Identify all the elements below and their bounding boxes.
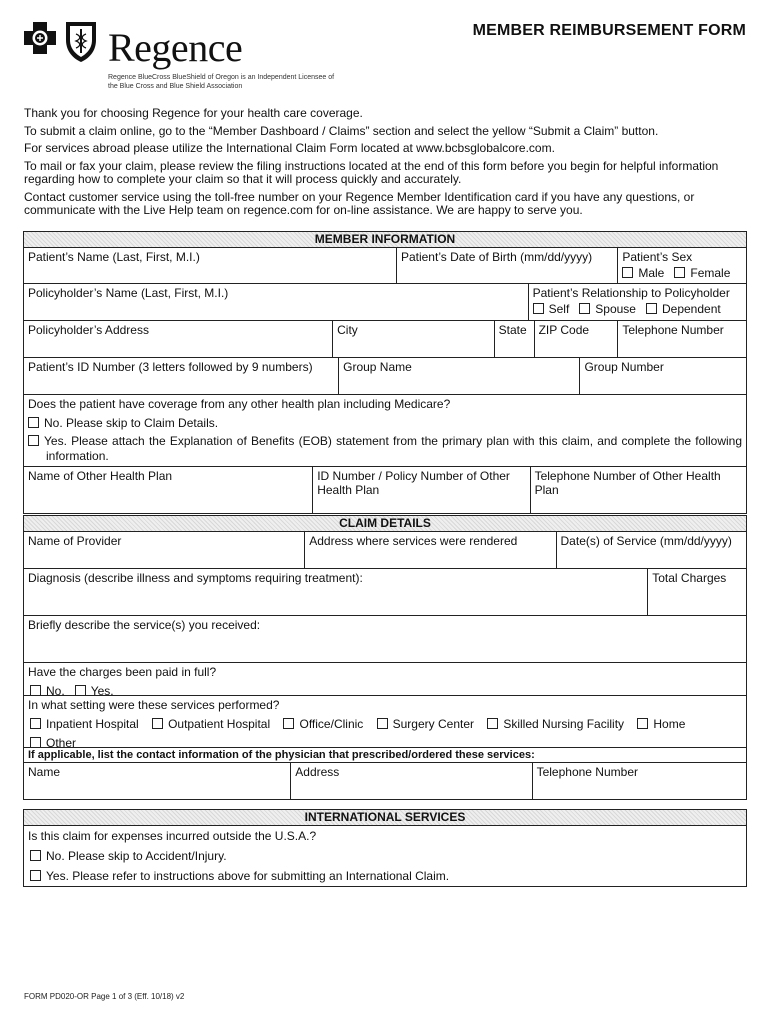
service-dates-field[interactable]: Date(s) of Service (mm/dd/yyyy) — [560, 534, 732, 548]
claim-details-section — [23, 515, 747, 800]
skilled-nursing-checkbox[interactable] — [487, 718, 498, 729]
female-checkbox[interactable] — [674, 267, 685, 278]
international-services-section: INTERNATIONAL SERVICES Is this claim for expenses incurred outside the U.S.A.? No. Please skip to Accident/Injury. Yes. Please refer to instructions above for submitting an International Claim. — [23, 809, 747, 887]
inpatient-hospital-checkbox[interactable] — [30, 718, 41, 729]
self-checkbox[interactable] — [533, 303, 544, 314]
group-name-field[interactable]: Group Name — [339, 358, 580, 394]
section-heading: MEMBER INFORMATION — [24, 232, 746, 248]
physician-phone-field[interactable]: Telephone Number — [536, 765, 638, 779]
provider-name-field[interactable]: Name of Provider — [24, 532, 305, 568]
relationship-field: Patient’s Relationship to Policyholder Self Spouse Dependent — [532, 286, 730, 316]
other-setting-input[interactable] — [76, 737, 288, 748]
patient-id-field[interactable]: Patient’s ID Number (3 letters followed by 9 numbers) — [24, 358, 339, 394]
international-no-checkbox[interactable] — [30, 850, 41, 861]
male-checkbox[interactable] — [622, 267, 633, 278]
intro-line: Contact customer service using the toll-free number on your Regence Member Identification card if you have any questions, or communicate with the Live Help team on regence.com for on-line assistance. We are happy to serve you. — [24, 189, 695, 217]
intro-line: Thank you for choosing Regence for your health care coverage. — [24, 106, 363, 120]
other-coverage-no-checkbox[interactable] — [28, 417, 39, 428]
physician-name-field[interactable]: Name — [24, 763, 291, 799]
policyholder-name-field[interactable]: Policyholder’s Name (Last, First, M.I.) — [24, 284, 529, 320]
international-yes-checkbox[interactable] — [30, 870, 41, 881]
total-charges-field[interactable]: Total Charges — [652, 571, 727, 585]
brand-name: Regence — [108, 25, 243, 70]
home-checkbox[interactable] — [637, 718, 648, 729]
diagnosis-field[interactable]: Diagnosis (describe illness and symptoms requiring treatment): — [24, 569, 648, 615]
spouse-checkbox[interactable] — [579, 303, 590, 314]
zip-field[interactable]: ZIP Code — [535, 321, 619, 357]
regence-logo — [22, 20, 335, 95]
other-coverage-yes-checkbox[interactable] — [28, 435, 39, 446]
surgery-center-checkbox[interactable] — [377, 718, 388, 729]
patient-dob-field[interactable]: Patient’s Date of Birth (mm/dd/yyyy) — [397, 248, 618, 283]
intro-line: To mail or fax your claim, please review the filing instructions located at the end of this form before you begin for helpful information regarding how to complete your claim so that it will process quickly and accurately. — [24, 158, 719, 186]
section-heading: INTERNATIONAL SERVICES — [24, 810, 746, 826]
form-footer: FORM PD020-OR Page 1 of 3 (Eff. 10/18) v2 — [24, 992, 185, 1001]
state-field[interactable]: State — [495, 321, 535, 357]
city-field[interactable]: City — [333, 321, 495, 357]
policyholder-address-field[interactable]: Policyholder’s Address — [24, 321, 333, 357]
telephone-field[interactable]: Telephone Number — [622, 323, 724, 337]
section-heading: CLAIM DETAILS — [24, 516, 746, 532]
paid-no-checkbox[interactable] — [30, 685, 41, 696]
physician-note: If applicable, list the contact information of the physician that prescribed/ordered these services: — [24, 748, 746, 763]
outpatient-hospital-checkbox[interactable] — [152, 718, 163, 729]
patient-name-field[interactable]: Patient’s Name (Last, First, M.I.) — [24, 248, 397, 283]
intro-text — [24, 107, 748, 222]
other-plan-id-field[interactable]: ID Number / Policy Number of Other Health Plan — [313, 467, 530, 513]
dependent-checkbox[interactable] — [646, 303, 657, 314]
group-number-field[interactable]: Group Number — [584, 360, 664, 374]
licensee-note: Regence BlueCross BlueShield of Oregon is an Independent Licensee of the Blue Cross and Blue Shield Association — [108, 74, 335, 90]
intro-line: To submit a claim online, go to the “Member Dashboard / Claims” section and select the yellow “Submit a Claim” button. — [24, 123, 659, 138]
service-address-field[interactable]: Address where services were rendered — [305, 532, 556, 568]
blue-cross-blue-shield-icon — [22, 20, 102, 66]
service-setting-question: In what setting were these services performed? Inpatient Hospital Outpatient Hospital Office/Clinic Surgery Center Skilled Nursing Facility Home Other — [24, 696, 746, 748]
other-plan-name-field[interactable]: Name of Other Health Plan — [24, 467, 313, 513]
form-title: MEMBER REIMBURSEMENT FORM — [472, 22, 746, 39]
physician-address-field[interactable]: Address — [291, 763, 532, 799]
member-information-section — [23, 231, 747, 514]
services-description-field[interactable]: Briefly describe the service(s) you received: — [28, 618, 261, 632]
intro-line: For services abroad please utilize the International Claim Form located at www.bcbsglobalcore.com. — [24, 141, 555, 155]
other-setting-checkbox[interactable] — [30, 737, 41, 748]
office-clinic-checkbox[interactable] — [283, 718, 294, 729]
other-plan-phone-field[interactable]: Telephone Number of Other Health Plan — [534, 469, 721, 497]
paid-in-full-question: Have the charges been paid in full? No. Yes. — [24, 663, 746, 696]
other-coverage-question: Does the patient have coverage from any other health plan including Medicare? No. Please skip to Claim Details. Yes. Please attach the Explanation of Benefits (EOB) statement from the primary plan with this claim, and complete the following information. — [28, 397, 742, 463]
paid-yes-checkbox[interactable] — [75, 685, 86, 696]
international-question: Is this claim for expenses incurred outside the U.S.A.? — [28, 829, 317, 843]
patient-sex-field: Patient’s Sex Male Female — [622, 250, 731, 280]
